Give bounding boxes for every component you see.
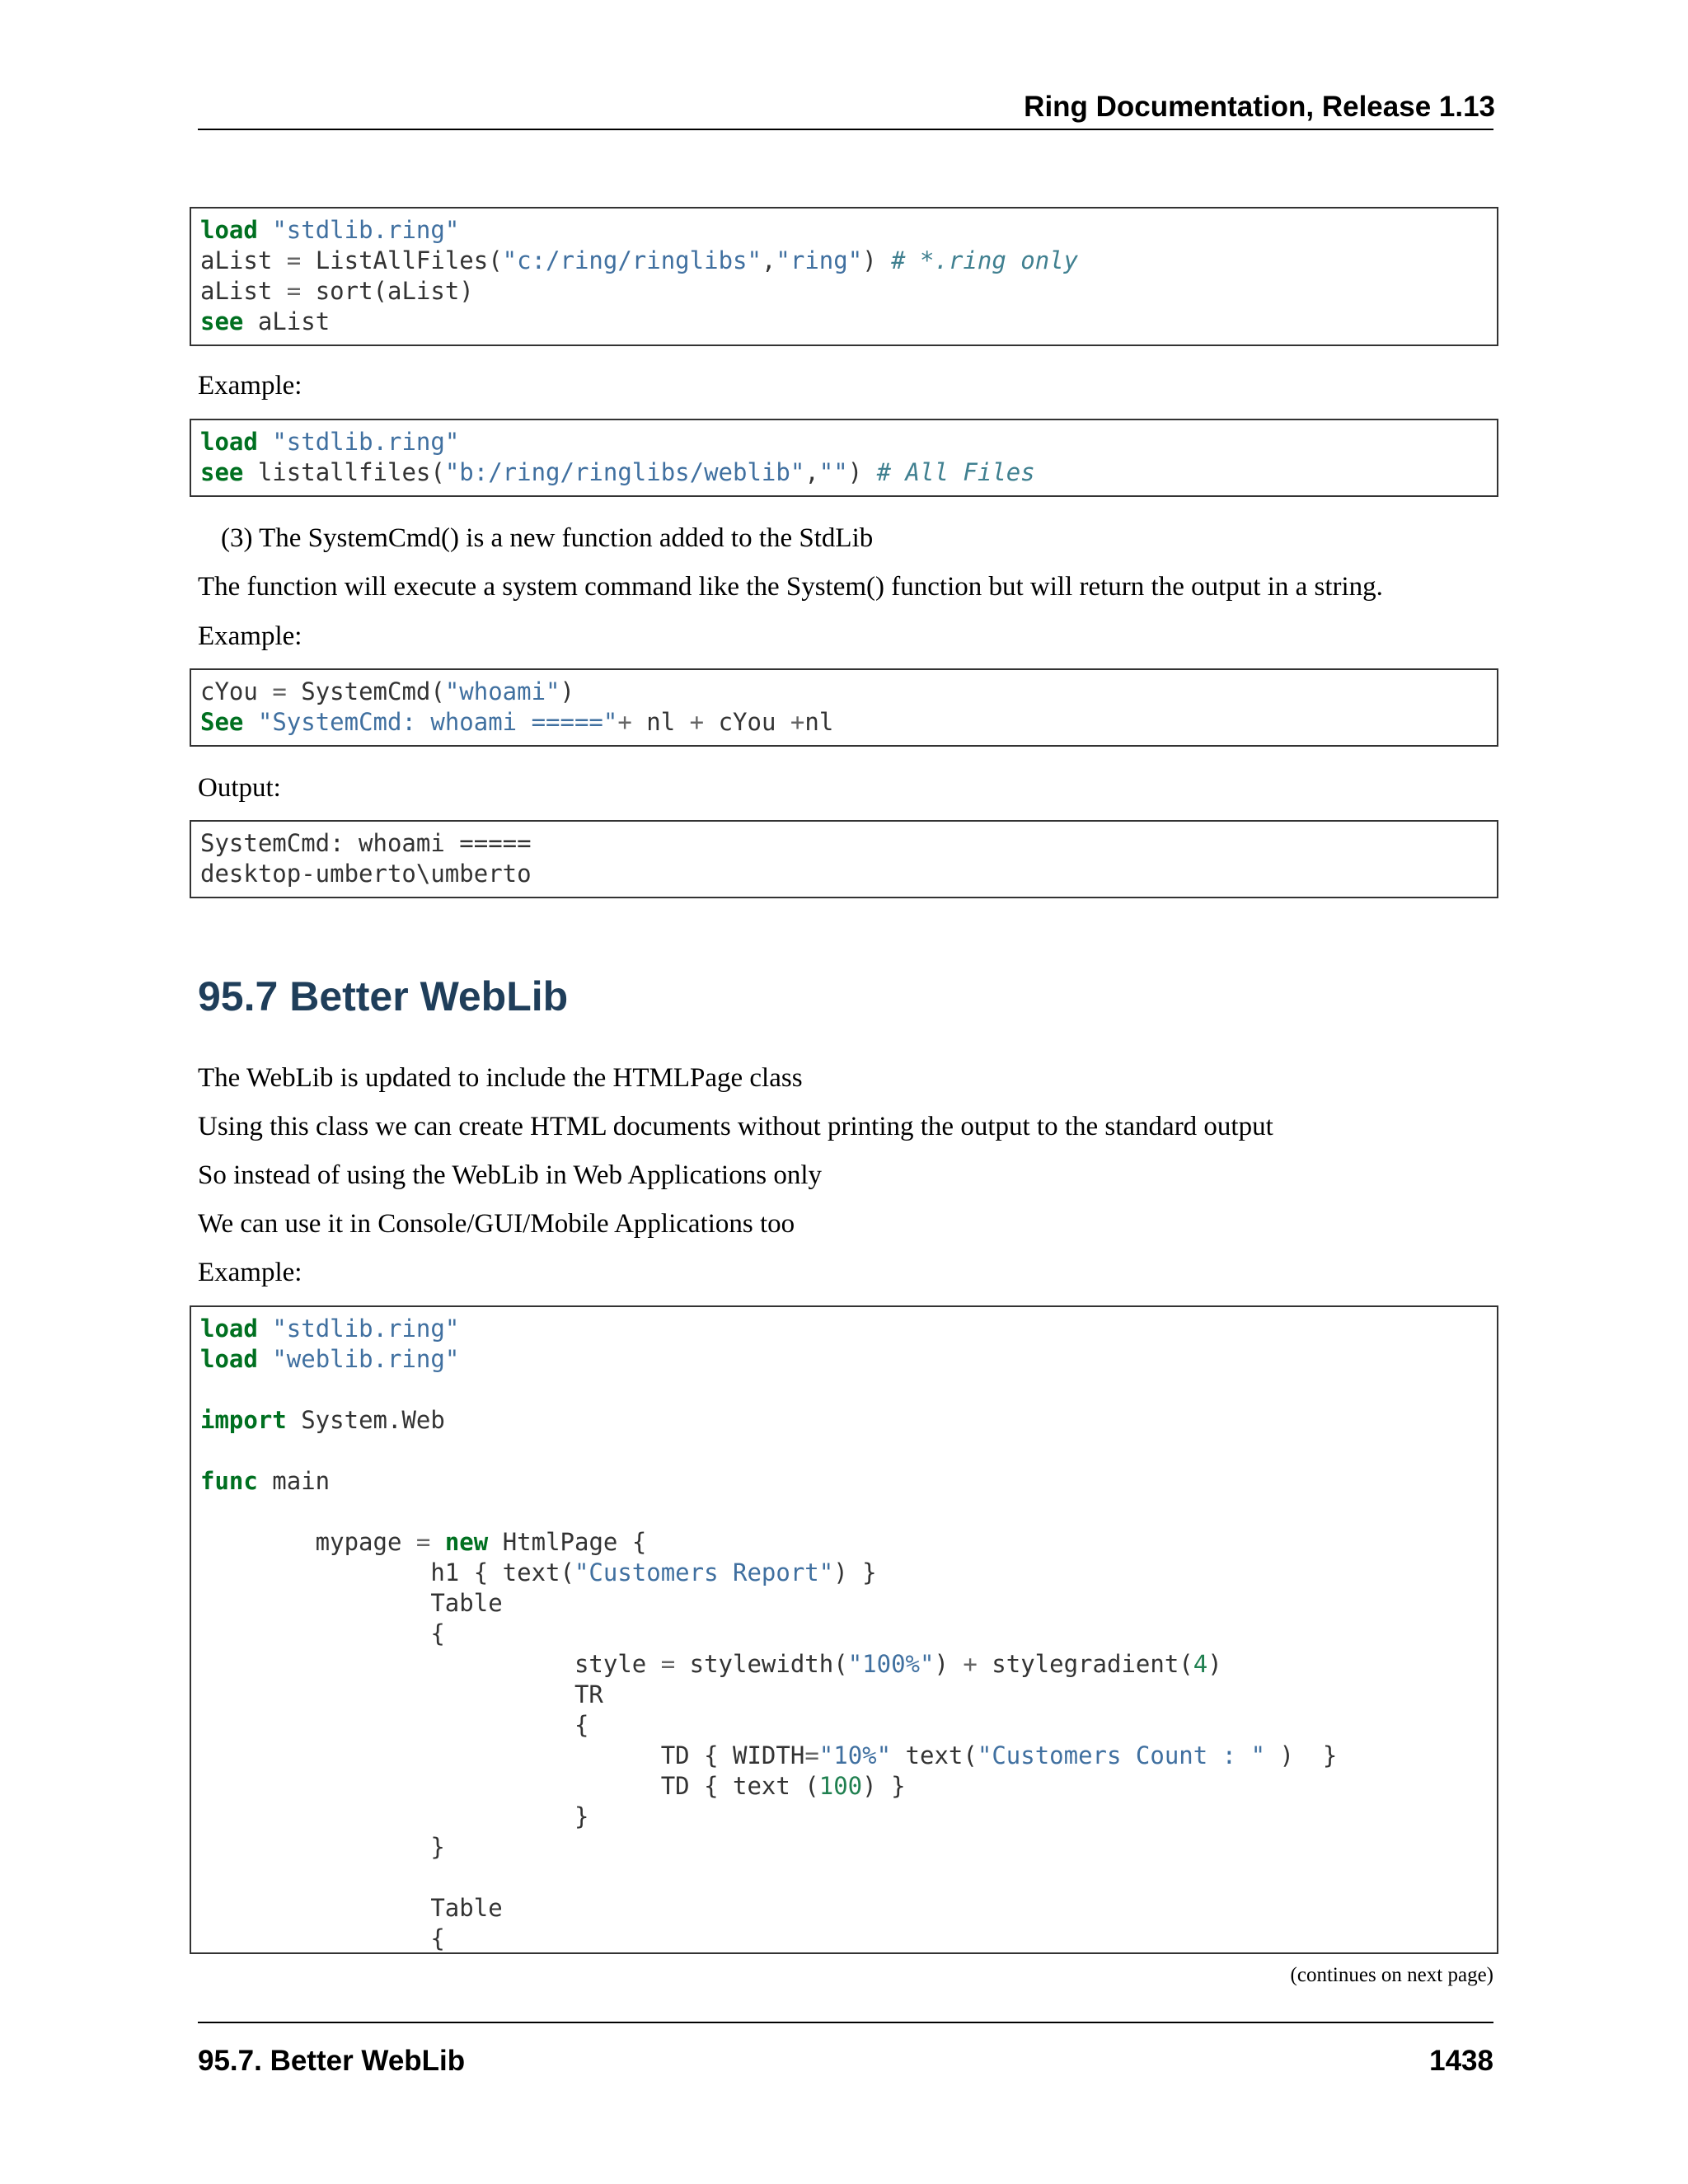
continues-note: (continues on next page) bbox=[1290, 1964, 1493, 1986]
number-literal: 4 bbox=[1193, 1650, 1208, 1678]
code-text bbox=[200, 427, 1497, 488]
weblib-paragraph-1: The WebLib is updated to include the HTMLPage class bbox=[198, 1063, 803, 1093]
code-line: desktop-umberto\umberto bbox=[200, 860, 532, 888]
code-line: { bbox=[200, 1711, 589, 1739]
code-line: aList = ListAllFiles("c:/ring/ringlibs","ring") # *.ring only bbox=[200, 246, 1079, 274]
code-line: TR bbox=[200, 1680, 603, 1708]
code-line: h1 { text("Customers Report") } bbox=[200, 1558, 877, 1586]
enumerated-item-3: (3) The SystemCmd() is a new function added to the StdLib bbox=[221, 523, 874, 553]
code-line: SystemCmd: whoami ===== bbox=[200, 829, 532, 857]
code-block-listallfiles-sorted bbox=[190, 207, 1498, 346]
code-line: Table bbox=[200, 1894, 503, 1922]
code-line: style = stylewidth("100%") + stylegradient(4) bbox=[200, 1650, 1222, 1678]
code-line: import System.Web bbox=[200, 1406, 445, 1434]
code-line: see listallfiles("b:/ring/ringlibs/weblib","") # All Files bbox=[200, 458, 1035, 486]
example-label: Example: bbox=[198, 371, 302, 401]
code-line: func main bbox=[200, 1467, 331, 1495]
systemcmd-description: The function will execute a system command like the System() function but will return the output in a string. bbox=[198, 572, 1383, 602]
code-line: { bbox=[200, 1924, 445, 1952]
code-line: } bbox=[200, 1833, 445, 1861]
code-line: load "stdlib.ring" bbox=[200, 428, 460, 456]
code-line: cYou = SystemCmd("whoami") bbox=[200, 677, 574, 705]
output-label: Output: bbox=[198, 773, 281, 803]
code-line: mypage = new HtmlPage { bbox=[200, 1528, 647, 1556]
example-label: Example: bbox=[198, 1258, 302, 1287]
footer-section-title: 95.7. Better WebLib bbox=[198, 2045, 466, 2077]
code-line: Table bbox=[200, 1589, 503, 1617]
code-line: load "weblib.ring" bbox=[200, 1345, 460, 1373]
weblib-paragraph-2: Using this class we can create HTML documents without printing the output to the standard output bbox=[198, 1112, 1273, 1141]
footer-rule bbox=[198, 2022, 1493, 2023]
code-text bbox=[200, 215, 1497, 337]
code-text bbox=[200, 1314, 1497, 1954]
weblib-paragraph-3: So instead of using the WebLib in Web Applications only bbox=[198, 1160, 822, 1190]
code-block-systemcmd-example bbox=[190, 668, 1498, 747]
code-line: see aList bbox=[200, 307, 331, 335]
keyword: load bbox=[200, 216, 258, 244]
header-title: Ring Documentation, Release 1.13 bbox=[1024, 91, 1495, 123]
code-block-listallfiles-all bbox=[190, 419, 1498, 497]
code-text bbox=[200, 828, 1497, 889]
weblib-paragraph-4: We can use it in Console/GUI/Mobile Applications too bbox=[198, 1209, 795, 1239]
example-label: Example: bbox=[198, 621, 302, 651]
header-rule bbox=[198, 129, 1493, 130]
code-text bbox=[200, 677, 1497, 738]
code-line bbox=[200, 216, 459, 244]
code-line: } bbox=[200, 1802, 589, 1830]
comment: # *.ring only bbox=[891, 246, 1079, 274]
code-block-htmlpage-example bbox=[190, 1305, 1498, 1954]
code-block-systemcmd-output bbox=[190, 820, 1498, 898]
string-literal: "stdlib.ring" bbox=[272, 216, 460, 244]
code-line: TD { WIDTH="10%" text("Customers Count : " ) } bbox=[200, 1741, 1338, 1769]
code-line: See "SystemCmd: whoami ====="+ nl + cYou +nl bbox=[200, 708, 834, 736]
page-number: 1438 bbox=[1429, 2045, 1493, 2077]
code-line: load "stdlib.ring" bbox=[200, 1315, 460, 1343]
code-line: aList = sort(aList) bbox=[200, 277, 474, 305]
code-line: { bbox=[200, 1619, 445, 1647]
code-line: TD { text (100) } bbox=[200, 1772, 906, 1800]
section-heading: 95.7 Better WebLib bbox=[198, 973, 569, 1019]
